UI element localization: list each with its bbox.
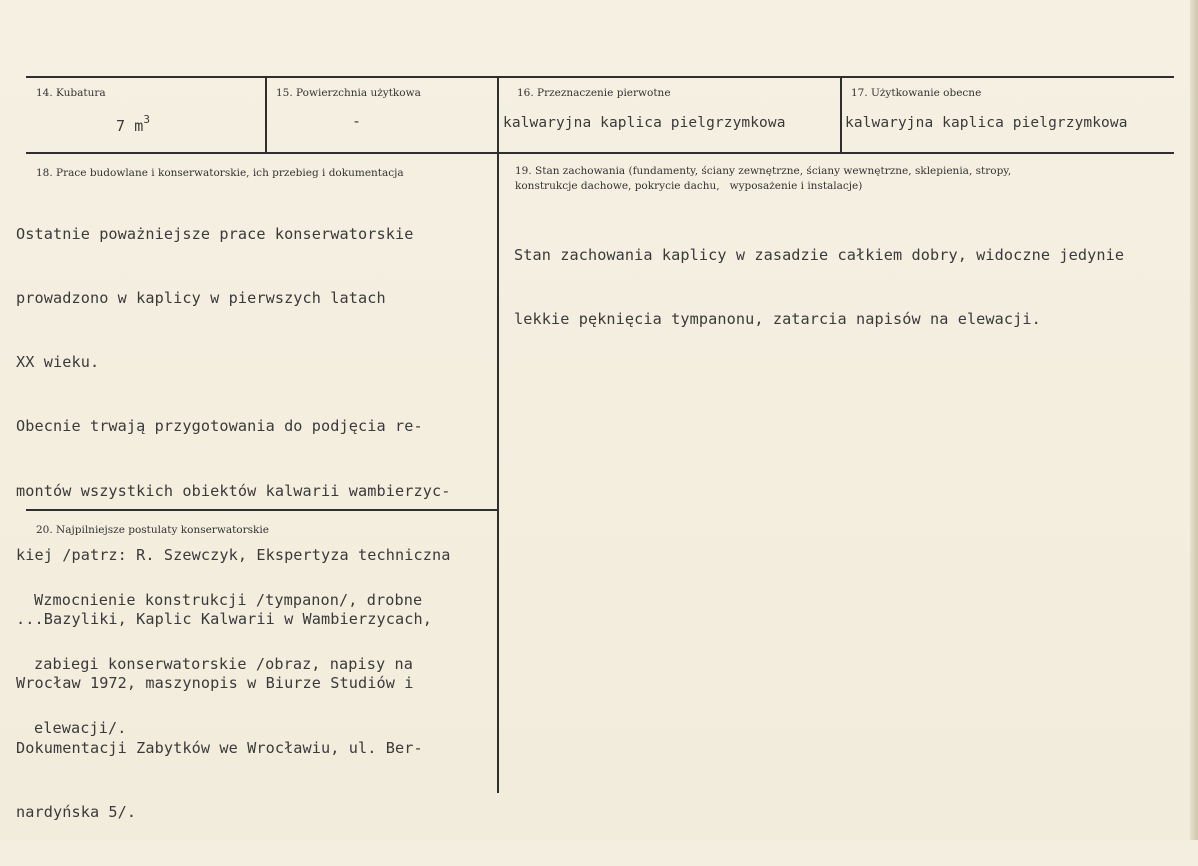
top-rule	[26, 76, 1174, 78]
card-edge-shadow	[1190, 0, 1198, 840]
field-18-line: XX wieku.	[16, 353, 100, 372]
row-divider-rule	[26, 152, 1174, 154]
col-divider-14-15	[265, 76, 267, 153]
field-18-label: 18. Prace budowlane i konserwatorskie, ich przebieg i dokumentacja	[36, 167, 404, 179]
field-15-value: -	[352, 112, 362, 130]
field-18-line: prowadzono w kaplicy w pierwszych latach	[16, 289, 386, 308]
field-18-line: Wrocław 1972, maszynopis w Biurze Studiów i	[16, 674, 414, 693]
field-18-line: montów wszystkich obiektów kalwarii wambierzyc-	[16, 481, 451, 500]
field-17-label: 17. Użytkowanie obecne	[851, 87, 982, 99]
field-18-line: Dokumentacji Zabytków we Wrocławiu, ul. Ber-	[16, 738, 423, 757]
field-20-line: Wzmocnienie konstrukcji /tympanon/, drobne	[34, 590, 423, 609]
field-20-text	[34, 547, 422, 782]
field-18-line: kiej /patrz: R. Szewczyk, Ekspertyza techniczna	[16, 545, 451, 564]
field-18-line: Ostatnie poważniejsze prace konserwatorskie	[16, 224, 414, 243]
field-14-label: 14. Kubatura	[36, 87, 106, 99]
col-divider-16-17	[840, 76, 842, 153]
field-20-line: elewacji/.	[34, 719, 127, 738]
field-19-text	[514, 202, 1124, 373]
field-14-exponent: 3	[143, 113, 151, 126]
field-19-line: Stan zachowania kaplicy w zasadzie całkiem dobry, widoczne jedynie	[514, 245, 1125, 264]
field-20-line: zabiegi konserwatorskie /obraz, napisy na	[34, 655, 413, 674]
field-18-line: nardyńska 5/.	[16, 802, 137, 821]
field-15-label: 15. Powierzchnia użytkowa	[276, 87, 421, 99]
field-19-line: lekkie pęknięcia tympanonu, zatarcia napisów na elewacji.	[514, 310, 1041, 329]
field-18-line: ...Bazyliki, Kaplic Kalwarii w Wambierzycach,	[16, 610, 432, 629]
field-19-label: 19. Stan zachowania (fundamenty, ściany zewnętrzne, ściany wewnętrzne, sklepienia, stropy,	[515, 165, 1012, 177]
field-14-value	[116, 111, 150, 138]
field-16-label: 16. Przeznaczenie pierwotne	[517, 87, 671, 99]
field-17-value: kalwaryjna kaplica pielgrzymkowa	[845, 115, 1128, 131]
col-divider-main	[497, 76, 499, 793]
field-14-number: 7 m	[116, 117, 144, 135]
field-19-label-continued: konstrukcje dachowe, pokrycie dachu, wyposażenie i instalacje)	[515, 180, 863, 192]
field-20-label: 20. Najpilniejsze postulaty konserwatorskie	[36, 524, 269, 536]
field-16-value: kalwaryjna kaplica pielgrzymkowa	[503, 115, 786, 131]
field-18-line: Obecnie trwają przygotowania do podjęcia re-	[16, 417, 423, 436]
